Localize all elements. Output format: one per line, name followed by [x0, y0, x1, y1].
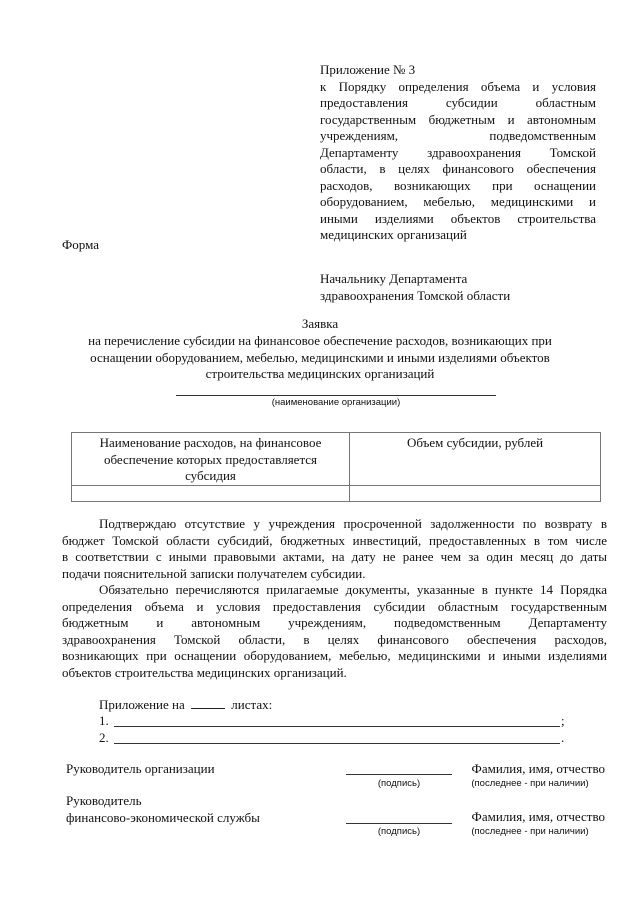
paragraph-line: возникающих при оснащении оборудованием, мебелью, медицинскими и иными изделиями: [62, 648, 607, 663]
table-header-subsidy-amount: Объем субсидии, рублей: [350, 433, 601, 486]
paragraph-line: Подтверждаю отсутствие у учреждения просроченной задолженности по возврату в: [99, 516, 607, 531]
request-subtitle-line: оснащении оборудованием, мебелью, медицинскими и иными изделиями объектов: [90, 349, 550, 365]
paragraph-line: определения объема и условия предоставления субсидии областным государственным: [62, 598, 607, 614]
form-label: Форма: [62, 237, 99, 252]
request-subtitle-line: строительства медицинских организаций: [205, 366, 435, 381]
paragraph-line: бюджет Томской области субсидий, бюджетных инвестиций, предоставленных в том числе: [62, 532, 607, 548]
addressee-block: [320, 271, 600, 304]
confirmation-paragraph: [62, 516, 607, 582]
paragraph-line: здравоохранения Томской области, в целях финансового обеспечения расходов,: [62, 631, 607, 647]
table-cell-subsidy-amount[interactable]: [350, 486, 601, 502]
table-cell-expense-name[interactable]: [72, 486, 350, 502]
organization-name-field[interactable]: [176, 389, 496, 396]
finance-role-label: [66, 793, 260, 826]
attachment-item-2-field[interactable]: [114, 730, 560, 744]
paragraph-line: бюджетным и автономным учреждениям, подведомственным Департаменту: [62, 615, 607, 630]
head-signature-field[interactable]: [346, 760, 452, 775]
appendix-title: Приложение № 3: [320, 62, 416, 77]
head-name-label: Фамилия, имя, отчество: [471, 761, 605, 776]
documents-paragraph: [62, 582, 607, 681]
attachment-item-end: ;: [561, 713, 565, 728]
request-subtitle: [40, 333, 600, 383]
organization-name-caption: (наименование организации): [271, 397, 401, 408]
head-signature-caption: (подпись): [377, 778, 421, 789]
paragraph-line: Обязательно перечисляются прилагаемые документы, указанные в пункте 14 Порядка: [99, 582, 607, 597]
attachment-item-number: 2.: [99, 730, 109, 745]
appendix-line: медицинских организаций: [320, 227, 467, 242]
attachments-sheet-count-field[interactable]: [191, 696, 225, 709]
head-role-label: Руководитель организации: [66, 761, 215, 776]
table-header-expense-name: Наименование расходов, на финансовое обеспечение которых предоставляется субсидия: [72, 433, 350, 486]
attachments-heading: [99, 696, 272, 714]
finance-name-caption: (последнее - при наличии): [471, 826, 589, 837]
table-header-row: [72, 433, 601, 486]
finance-signature-field[interactable]: [346, 809, 452, 824]
appendix-line: учреждениям, подведомственным: [320, 128, 596, 143]
appendix-line: иными изделиями объектов строительства: [320, 210, 596, 226]
finance-role-line: Руководитель: [66, 793, 142, 808]
request-subtitle-line: на перечисление субсидии на финансовое обеспечение расходов, возникающих при: [88, 333, 552, 348]
attachments-suffix: листах:: [231, 697, 273, 712]
finance-role-line: финансово-экономической службы: [66, 809, 260, 825]
finance-signature-caption: (подпись): [377, 826, 421, 837]
appendix-line: области, в целях финансового обеспечения: [320, 161, 596, 176]
appendix-line: государственным бюджетным и автономным: [320, 111, 596, 127]
table-row: [72, 486, 601, 502]
appendix-line: к Порядку определения объема и условия: [320, 78, 596, 94]
appendix-line: расходов, возникающих при оснащении: [320, 177, 596, 193]
addressee-line: Начальнику Департамента: [320, 271, 468, 286]
appendix-block: [320, 62, 596, 244]
attachment-item-1-field[interactable]: [114, 713, 560, 727]
paragraph-line: объектов строительства медицинских организаций.: [62, 664, 347, 680]
request-title: Заявка: [301, 316, 339, 331]
appendix-line: оборудованием, мебелью, медицинскими и: [320, 194, 596, 209]
attachment-item-number: 1.: [99, 713, 109, 728]
paragraph-line: в соответствии с иными правовыми актами, на дату не ранее чем за один месяц до даты: [62, 549, 607, 564]
paragraph-line: подачи пояснительной записки получателем субсидии.: [62, 565, 366, 581]
attachment-item-end: .: [561, 730, 565, 745]
finance-name-label: Фамилия, имя, отчество: [471, 809, 605, 824]
addressee-line: здравоохранения Томской области: [320, 287, 511, 303]
appendix-line: Департаменту здравоохранения Томской: [320, 144, 596, 160]
expenses-table: [71, 432, 601, 502]
attachments-prefix: Приложение на: [99, 697, 185, 712]
appendix-line: предоставления субсидии областным: [320, 95, 596, 110]
head-name-caption: (последнее - при наличии): [471, 778, 589, 789]
